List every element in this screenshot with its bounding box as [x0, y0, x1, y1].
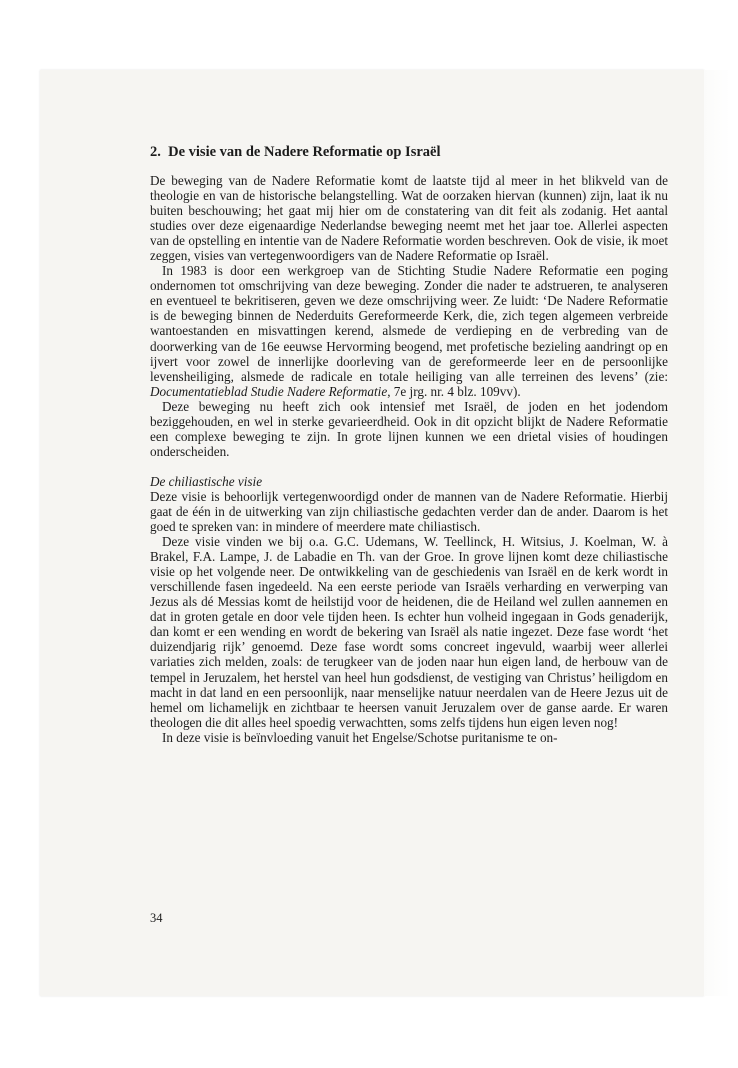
page-edge: [704, 70, 730, 996]
section-heading: [150, 143, 668, 161]
subsection-paragraph-1: Deze visie is behoorlijk vertegenwoordigd onder de mannen van de Nadere Reformatie. Hierbij gaat de één in de uitwerking van zijn chiliastische gedachten verder dan de ander. Daarom is het goed te spreken van: in mindere of meerdere mate chiliastisch.: [150, 488, 668, 535]
page-number: 34: [150, 911, 163, 925]
citation-details: , 7e jrg. nr. 4 blz. 109vv).: [387, 383, 521, 399]
section-number: 2.: [150, 144, 161, 160]
subsection-heading: De chiliastische visie: [150, 473, 263, 489]
paragraph-2: [150, 263, 668, 398]
paragraph-3: Deze beweging nu heeft zich ook intensief met Israël, de joden en het jodendom beziggehouden, en wel in sterke gevarieerdheid. Ook in dit opzicht blijkt de Nadere Reformatie een complexe beweging te zijn. In grote lijnen kunnen we een drietal visies of houdingen onderscheiden.: [150, 398, 668, 459]
subsection-paragraph-3: In deze visie is beïnvloeding vanuit het Engelse/Schotse puritanisme te on-: [162, 729, 558, 745]
section-title: De visie van de Nadere Reformatie op Israël: [168, 144, 441, 160]
subsection-paragraph-2: Deze visie vinden we bij o.a. G.C. Udemans, W. Teellinck, H. Witsius, J. Koelman, W. à Brakel, F.A. Lampe, J. de Labadie en Th. van der Groe. In grove lijnen komt deze chiliastische visie op het volgende neer. De ontwikkeling van de geschiedenis van Israël en de kerk wordt in verschillende fasen ingedeeld. Na een eerste periode van Israëls verharding en verwerping van Jezus als dé Messias komt de heilstijd voor de heidenen, die de Heiland wel zullen aannemen en dat in groten getale en door vele tijden heen. Is echter hun volheid ingegaan in Gods genaderijk, dan komt er een wending en wordt de bekering van Israël als natie ingezet. Deze fase wordt ‘het duizendjarig rijk’ genoemd. Deze fase wordt soms concreet ingevuld, waarbij weer allerlei variaties zich melden, zoals: de terugkeer van de joden naar hun eigen land, de herbouw van de tempel in Jeruzalem, het herstel van heel hun godsdienst, de vestiging van Christus’ heiligdom en macht in dat land en een persoonlijk, naar menselijke natuur neerdalen van de Heere Jezus uit de hemel om lichamelijk en zichtbaar te heersen vanuit Jeruzalem over de ganse aarde. Er waren theologen die dit alles heel spoedig verwachtten, soms zelfs tijdens hun eigen leven nog!: [150, 534, 668, 730]
page-content: [150, 143, 668, 745]
paragraph-2-text: In 1983 is door een werkgroep van de Stichting Studie Nadere Reformatie een poging ondernomen tot omschrijving van deze beweging. Zonder die nader te adstrueren, te analyseren en eventueel te bekritiseren, geven we deze omschrijving weer. Ze luidt: ‘De Nadere Reformatie is de beweging binnen de Nederduits Gereformeerde Kerk, die, zich tegen algemeen verbreide wantoestanden en misvattingen kerend, alsmede de verdieping en de verbreding van de doorwerking van de 16e eeuwse Hervorming beogend, met profetische bezieling aandringt op en ijvert voor zowel de innerlijke doorleving van de gereformeerde leer en de persoonlijke levensheiliging, alsmede de radicale en totale heiliging van alle terreinen des levens’ (zie:: [150, 263, 668, 384]
paragraph-1: De beweging van de Nadere Reformatie komt de laatste tijd al meer in het blikveld van de theologie en van de historische belangstelling. Wat de oorzaken hiervan (kunnen) zijn, laat ik nu buiten beschouwing; het gaat mij hier om de constatering van dit feit als zodanig. Het aantal studies over deze eigenaardige Nederlandse beweging neemt met het jaar toe. Allerlei aspecten van de opstelling en intentie van de Nadere Reformatie worden beschreven. Ook de visie, ik moet zeggen, visies van vertegenwoordigers van de Nadere Reformatie op Israël.: [150, 173, 668, 264]
citation-title: Documentatieblad Studie Nadere Reformatie: [150, 383, 388, 399]
